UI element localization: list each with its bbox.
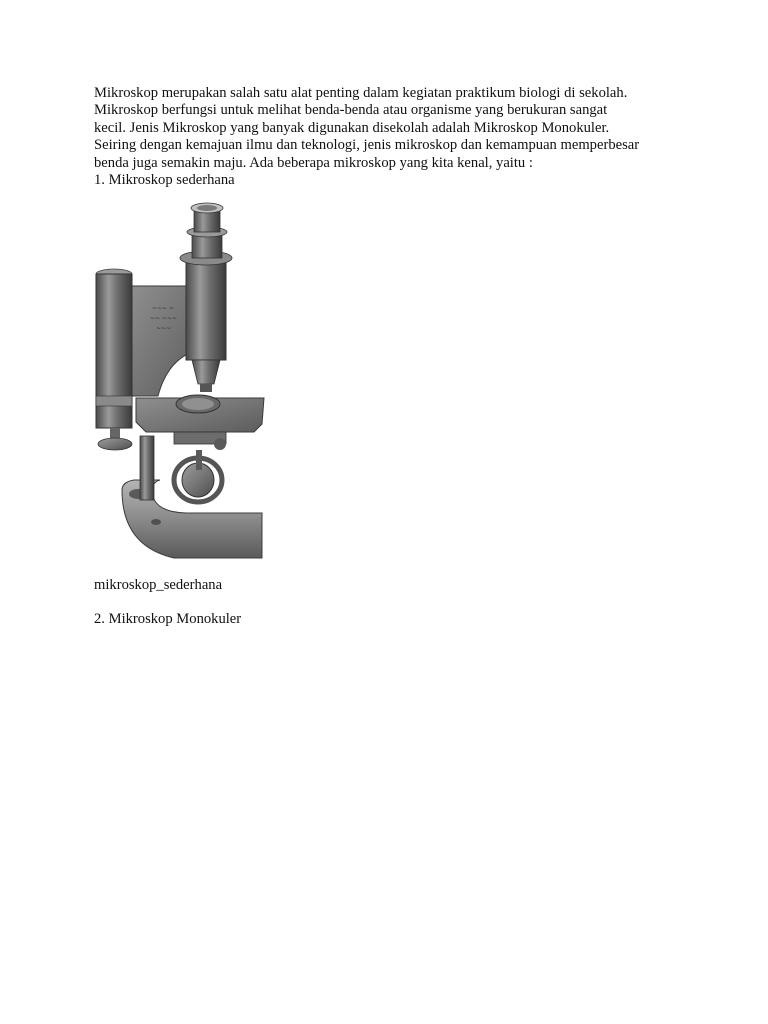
intro-line: benda juga semakin maju. Ada beberapa mikroskop yang kita kenal, yaitu : [94,154,533,171]
intro-line: Mikroskop berfungsi untuk melihat benda-benda atau organisme yang berukuran sangat [94,102,608,119]
microscope-image [94,200,266,564]
item2-heading: 2. Mikroskop Monokuler [94,611,242,627]
intro-line: Seiring dengan kemajuan ilmu dan teknologi, jenis mikroskop dan kemampuan memperbesar [94,137,640,154]
document-body [94,85,694,189]
svg-text:~~~: ~~~ [156,325,172,332]
svg-text:~~~ ~: ~~~ ~ [152,305,175,312]
svg-text:~~ ~~~: ~~ ~~~ [150,315,178,322]
figure-caption: mikroskop_sederhana [94,577,223,593]
intro-line: Mikroskop merupakan salah satu alat penting dalam kegiatan praktikum biologi di sekolah. [94,85,628,101]
intro-line: kecil. Jenis Mikroskop yang banyak digunakan disekolah adalah Mikroskop Monokuler. [94,119,610,136]
intro-paragraph [94,85,694,189]
item1-heading: 1. Mikroskop sederhana [94,172,235,189]
